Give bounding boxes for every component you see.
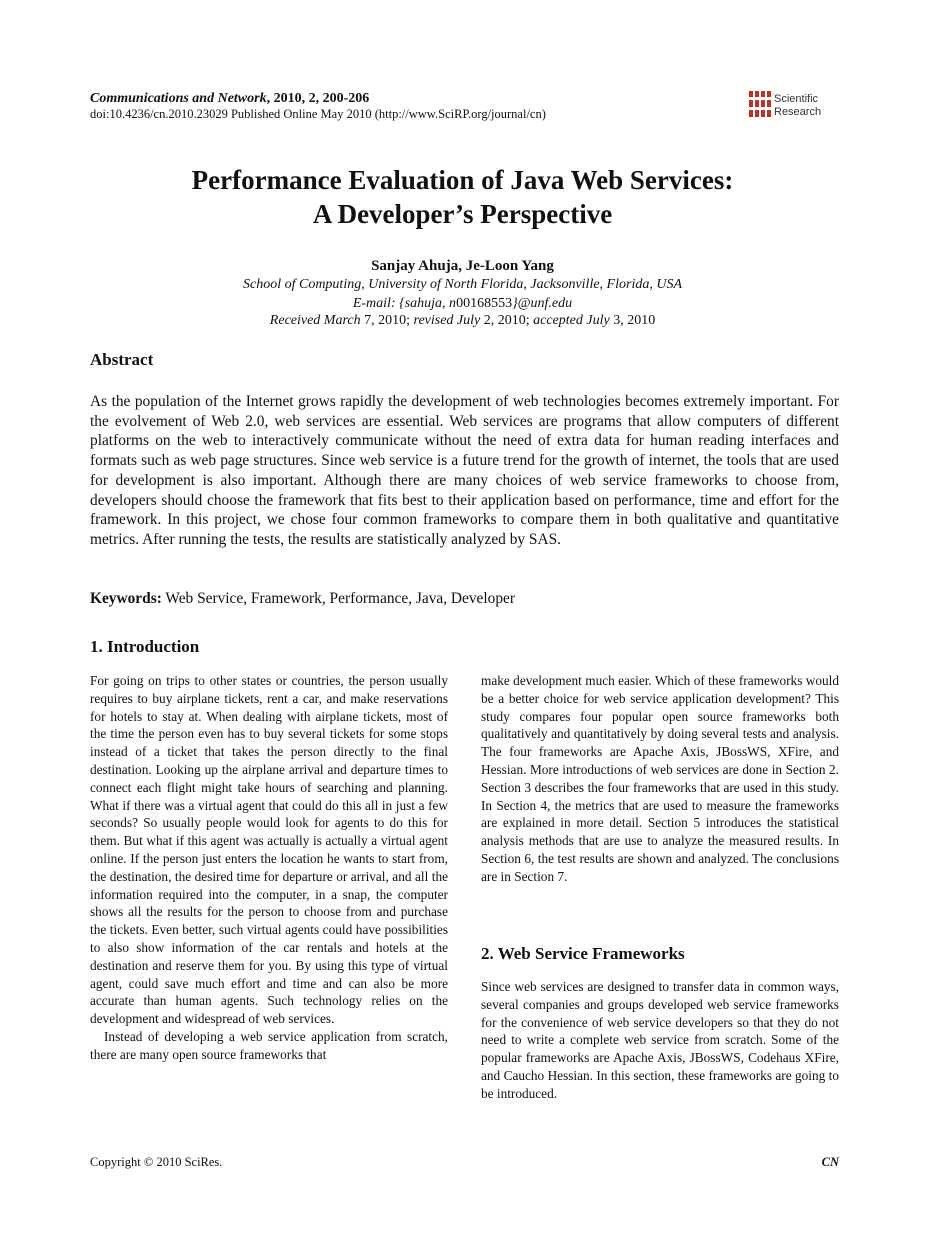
right-column	[481, 672, 839, 886]
intro-paragraph-2: Instead of developing a web service application from scratch, there are many open source frameworks that	[90, 1028, 448, 1062]
affiliation: School of Computing, University of North Florida, Jacksonville, Florida, USA	[242, 277, 682, 292]
section-heading-introduction: 1. Introduction	[90, 637, 200, 656]
keywords-list: Web Service, Framework, Performance, Java, Developer	[161, 590, 516, 607]
keywords	[90, 590, 515, 608]
authors: Sanjay Ahuja, Je-Loon Yang	[371, 258, 554, 274]
journal-name: Communications and Network	[90, 91, 267, 106]
revised-date: 2, 2010;	[480, 313, 534, 328]
section-heading-frameworks: 2. Web Service Frameworks	[481, 944, 685, 963]
intro-paragraph-1: For going on trips to other states or countries, the person usually requires to buy airplane tickets, rent a car, and make reservations for hotels to stay at. When dealing with airplane tickets, most of the time the person even has to buy several tickets for some stops instead of a ticket that takes the person directly to the final destination. Looking up the airplane arrival and departure times to connect each flight might take hours of searching and planning. What if there was a virtual agent that could do this all in just a few seconds? So usually people would look for agents to do this for them. But what if this agent was actually is actually a virtual agent online. If the person just enters the location he wants to start from, the destination, the desired time for departure or arrival, and all the information required into the computer, in a snap, the computer shows all the results for the person to choose from and purchase the tickets. Even better, such virtual agents could have possibilities to also show information of the car rentals and hotels at the destination and reserve them for you. By using this type of virtual agent, could save much effort and time and can also be more accurate than human agents. Such technology relies on the development and widespread of web services.	[90, 673, 448, 1027]
logo-text-top: Scientific	[774, 93, 819, 105]
received-label: Received March	[269, 313, 361, 328]
received-date: 7, 2010;	[360, 313, 414, 328]
scientific-research-logo	[749, 90, 839, 118]
journal-abbrev: CN	[821, 1155, 839, 1169]
keywords-label: Keywords:	[90, 590, 162, 607]
email-label: E-mail	[352, 296, 391, 311]
email-domain: }@unf.edu	[512, 296, 573, 311]
abstract-heading: Abstract	[90, 350, 154, 369]
copyright: Copyright © 2010 SciRes.	[90, 1155, 223, 1169]
logo-text-bottom: Research	[774, 106, 822, 118]
accepted-label: accepted July	[533, 313, 610, 328]
frameworks-column	[481, 978, 839, 1103]
email-id: 00168553	[456, 296, 513, 311]
abstract-text: As the population of the Internet grows rapidly the development of web technologies becomes extremely important. For the evolvement of Web 2.0, web services are essential. Web services are programs that allow computers of different platforms on the web to interactively communicate without the need of extra data for human reading interfaces and formats such as web page structures. Since web service is a future trend for the growth of internet, the tools that are used for development is also important. Although there are many choices of web service frameworks to choose from, developers should choose the framework that fits best to their application based on performance, time and effort for the framework. In this project, we chose four common frameworks to compare them in both qualitative and quantitative metrics. After running the tests, the results are statistically analyzed by SAS.	[90, 393, 839, 548]
email-line	[0, 296, 925, 312]
journal-citation	[90, 91, 369, 107]
logo-mark-icon	[749, 91, 771, 117]
accepted-date: 3, 2010	[609, 313, 656, 328]
paper-title-line2: A Developer’s Perspective	[312, 199, 613, 229]
frameworks-paragraph-1: Since web services are designed to transfer data in common ways, several companies and groups developed web service frameworks for the convenience of web service developers so that they do not need to write a complete web service from scratch. Some of the popular frameworks are Apache Axis, JBossWS, Codehaus XFire, and Caucho Hessian. In this section, these frameworks are going to be introduced.	[481, 979, 839, 1101]
paper-title-line1: Performance Evaluation of Java Web Services:	[191, 165, 734, 195]
revised-label: revised July	[413, 313, 481, 328]
journal-volume: , 2010, 2, 200-206	[266, 91, 370, 106]
dates-line	[0, 313, 925, 329]
intro-paragraph-3: make development much easier. Which of these frameworks would be a better choice for web service application development? This study compares four popular open source frameworks both qualitatively and quantitatively by doing several tests and analysis. The four frameworks are Apache Axis, JBossWS, XFire, and Hessian. More introductions of web services are done in Section 2. Section 3 describes the four frameworks that are used in this study. In Section 4, the metrics that are used to measure the frameworks are explained in more detail. Section 5 introduces the statistical analysis methods that are use to analyze the measured results. In Section 6, the test results are shown and analyzed. The conclusions are in Section 7.	[481, 673, 839, 884]
email-sep: : {sahuja, n	[390, 296, 457, 311]
doi-line: doi:10.4236/cn.2010.23029 Published Online May 2010 (http://www.SciRP.org/journal/cn)	[90, 107, 546, 121]
left-column	[90, 672, 448, 1064]
